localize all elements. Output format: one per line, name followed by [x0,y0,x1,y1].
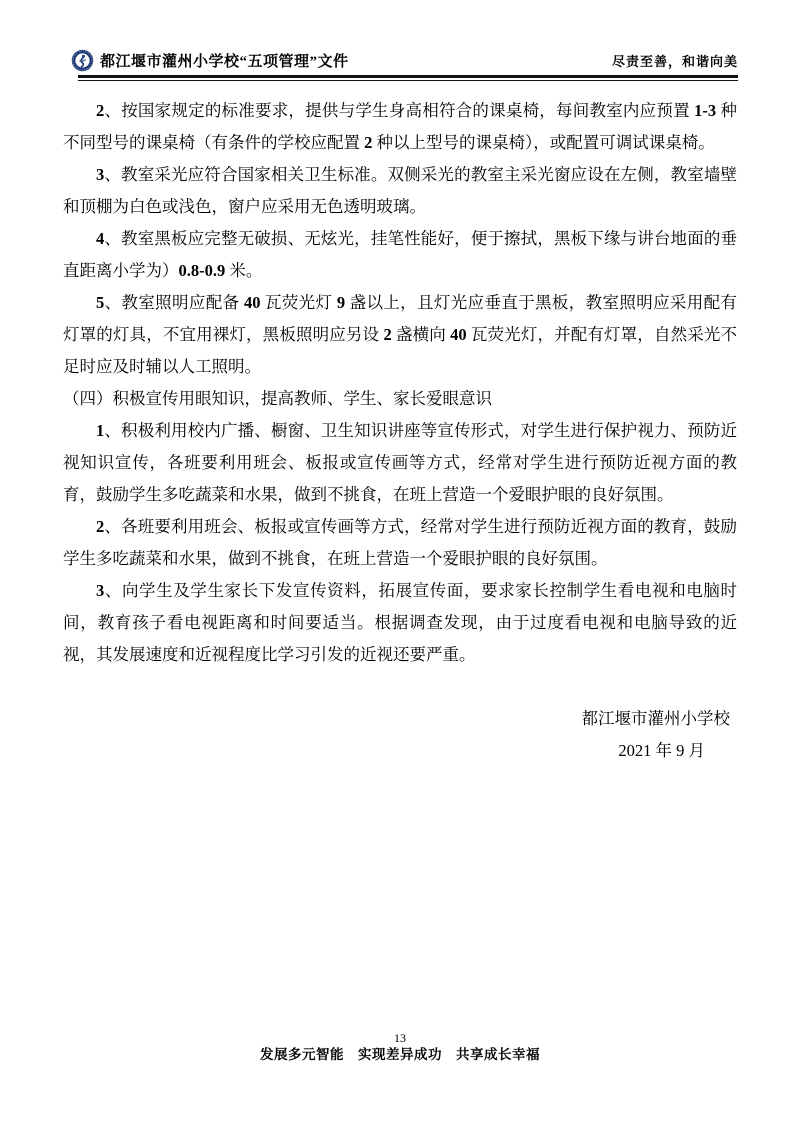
page-header [63,47,738,81]
signature-block [63,703,737,767]
header-divider-rule [78,75,738,81]
footer-slogan: 发展多元智能 实现差异成功 共享成长幸福 [260,1047,540,1062]
paragraph-desks: 2、按国家规定的标准要求，提供与学生身高相符合的课桌椅，每间教室内应预置 1-3 种不同型号的课桌椅（有条件的学校应配置 2 种以上型号的课桌椅），或配置可调试课桌椅。 [63,101,738,152]
header-title: 都江堰市灌州小学校“五项管理”文件 [100,54,349,70]
signature-date: 2021 年 9 月 [618,741,705,760]
page-footer [0,1031,800,1063]
page-number: 13 [394,1031,406,1045]
paragraph-daylighting: 3、教室采光应符合国家相关卫生标准。双侧采光的教室主采光窗应设在左侧，教室墙壁和顶棚为白色或浅色，窗户应采用无色透明玻璃。 [63,165,737,216]
header-row [63,47,738,74]
paragraph-publicity: 1、积极利用校内广播、橱窗、卫生知识讲座等宣传形式，对学生进行保护视力、预防近视知识宣传，各班要利用班会、板报或宣传画等方式，经常对学生进行预防近视方面的教育，鼓励学生多吃蔬菜和水果，做到不挑食，在班上营造一个爱眼护眼的良好氛围。 [63,421,737,504]
paragraph-lighting: 5、教室照明应配备 40 瓦荧光灯 9 盏以上，且灯光应垂直于黑板，教室照明应采用配有灯罩的灯具，不宜用裸灯，黑板照明应另设 2 盏横向 40 瓦荧光灯，并配有灯罩，自然采光不足时应及时辅以人工照明。 [63,293,738,376]
paragraph-parent-materials: 3、向学生及学生家长下发宣传资料，拓展宣传面，要求家长控制学生看电视和电脑时间，教育孩子看电视距离和时间要适当。根据调查发现，由于过度看电视和电脑导致的近视，其发展速度和近视程度比学习引发的近视还要严重。 [63,581,737,664]
document-body [63,95,737,767]
signature-school: 都江堰市灌州小学校 [581,709,730,728]
header-motto: 尽责至善，和谐向美 [611,54,738,69]
school-badge-icon [71,49,94,72]
paragraph-class-education: 2、各班要利用班会、板报或宣传画等方式，经常对学生进行预防近视方面的教育，鼓励学生多吃蔬菜和水果，做到不挑食，在班上营造一个爱眼护眼的良好氛围。 [63,517,737,568]
section-heading-eye-care: （四）积极宣传用眼知识，提高教师、学生、家长爱眼意识 [63,389,492,408]
paragraph-blackboard: 4、教室黑板应完整无破损、无炫光，挂笔性能好，便于擦拭，黑板下缘与讲台地面的垂直距离小学为）0.8-0.9 米。 [63,229,737,280]
